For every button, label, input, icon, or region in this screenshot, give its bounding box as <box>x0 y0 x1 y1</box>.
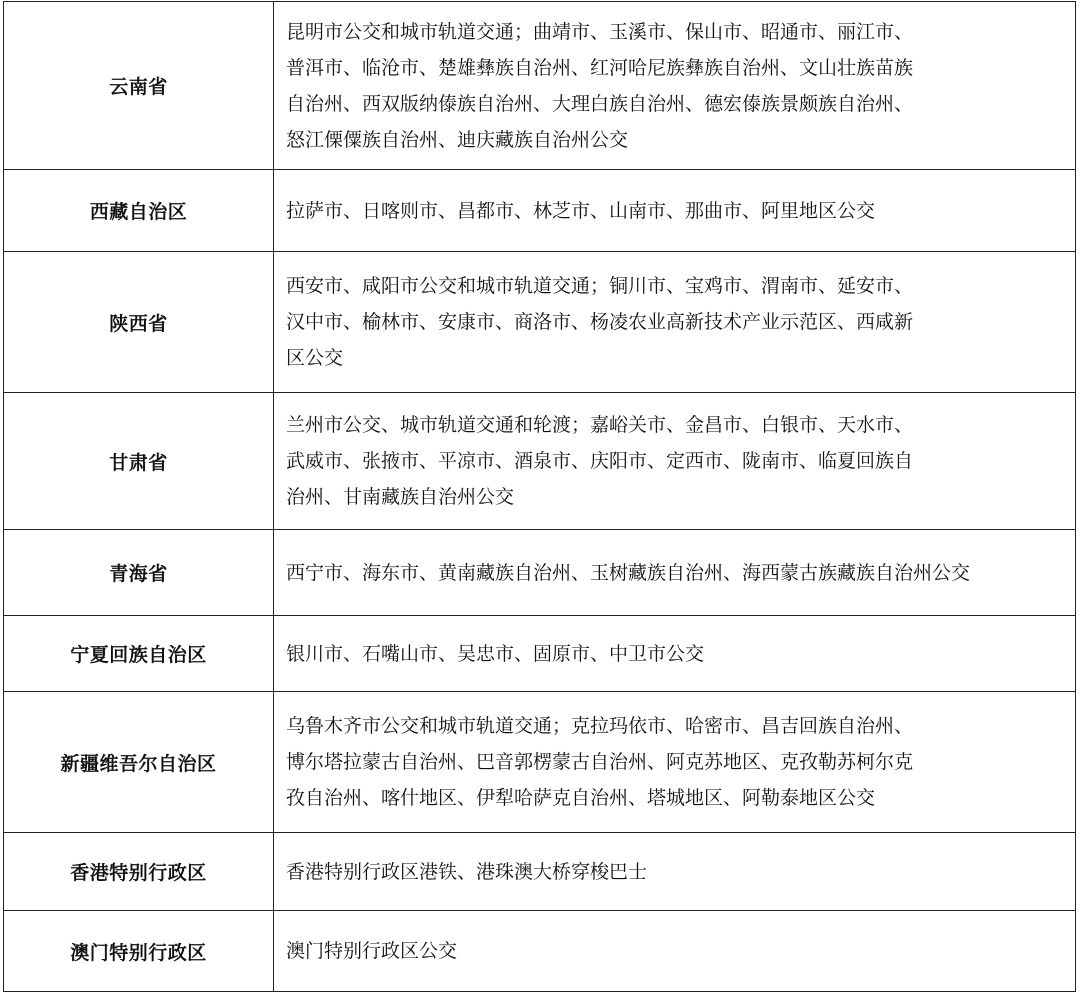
table-row <box>4 393 1076 530</box>
table-row <box>4 616 1076 692</box>
table-row <box>4 692 1076 833</box>
cities-line: 自治州、西双版纳傣族自治州、大理白族自治州、德宏傣族景颇族自治州、 <box>286 92 914 115</box>
cities-line: 银川市、石嘴山市、吴忠市、固原市、中卫市公交 <box>286 642 705 665</box>
cities-line: 博尔塔拉蒙古自治州、巴音郭楞蒙古自治州、阿克苏地区、克孜勒苏柯尔克 <box>286 751 914 773</box>
cities-cell <box>274 692 1076 833</box>
cities-cell <box>274 252 1076 393</box>
region-name: 新疆维吾尔自治区 <box>4 692 274 833</box>
cities-line: 治州、甘南藏族自治州公交 <box>286 486 515 508</box>
cities-line: 拉萨市、日喀则市、昌都市、林芝市、山南市、那曲市、阿里地区公交 <box>286 199 876 222</box>
transit-regions-table <box>3 1 1076 992</box>
table-row <box>4 911 1076 992</box>
region-name: 陕西省 <box>4 252 274 393</box>
cities-cell <box>274 393 1076 530</box>
cities-line: 区公交 <box>286 347 344 369</box>
region-name: 宁夏回族自治区 <box>4 616 274 692</box>
cities-line: 汉中市、榆林市、安康市、商洛市、杨凌农业高新技术产业示范区、西咸新 <box>286 311 914 333</box>
cities-line: 孜自治州、喀什地区、伊犁哈萨克自治州、塔城地区、阿勒泰地区公交 <box>286 787 876 809</box>
cities-cell <box>274 170 1076 252</box>
region-name: 甘肃省 <box>4 393 274 530</box>
region-name: 澳门特别行政区 <box>4 911 274 992</box>
table-row <box>4 252 1076 393</box>
table-row <box>4 530 1076 616</box>
table-row <box>4 2 1076 170</box>
cities-line: 西安市、咸阳市公交和城市轨道交通；铜川市、宝鸡市、渭南市、延安市、 <box>286 275 914 297</box>
cities-cell <box>274 616 1076 692</box>
region-name: 西藏自治区 <box>4 170 274 252</box>
cities-line: 普洱市、临沧市、楚雄彝族自治州、红河哈尼族彝族自治州、文山壮族苗族 <box>286 56 914 79</box>
cities-cell <box>274 911 1076 992</box>
cities-cell <box>274 530 1076 616</box>
cities-line: 西宁市、海东市、黄南藏族自治州、玉树藏族自治州、海西蒙古族藏族自治州公交 <box>286 561 971 584</box>
cities-line: 昆明市公交和城市轨道交通；曲靖市、玉溪市、保山市、昭通市、丽江市、 <box>286 20 914 43</box>
cities-line: 香港特别行政区港铁、港珠澳大桥穿梭巴士 <box>286 860 648 883</box>
region-name: 香港特别行政区 <box>4 833 274 911</box>
region-name: 云南省 <box>4 2 274 170</box>
table-row <box>4 170 1076 252</box>
cities-line: 兰州市公交、城市轨道交通和轮渡；嘉峪关市、金昌市、白银市、天水市、 <box>286 414 914 436</box>
cities-cell <box>274 2 1076 170</box>
table-row <box>4 833 1076 911</box>
cities-line: 怒江傈僳族自治州、迪庆藏族自治州公交 <box>286 128 629 151</box>
cities-line: 武威市、张掖市、平凉市、酒泉市、庆阳市、定西市、陇南市、临夏回族自 <box>286 450 914 472</box>
cities-line: 澳门特别行政区公交 <box>286 940 458 962</box>
region-name: 青海省 <box>4 530 274 616</box>
cities-line: 乌鲁木齐市公交和城市轨道交通；克拉玛依市、哈密市、昌吉回族自治州、 <box>286 715 914 737</box>
cities-cell <box>274 833 1076 911</box>
